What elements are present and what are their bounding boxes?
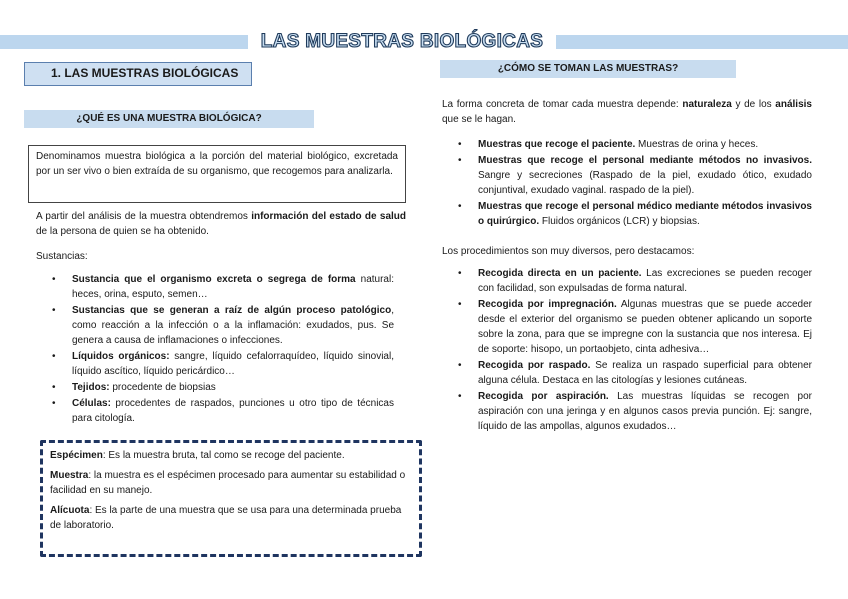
left-intro-paragraph: A partir del análisis de la muestra obtendremos información del estado de salud de la persona de quien se ha obtenido.: [36, 211, 406, 237]
bullet-icon: •: [458, 299, 462, 310]
section-heading: 1. LAS MUESTRAS BIOLÓGICAS: [24, 62, 252, 86]
substance-item: • Tejidos: procedente de biopsias: [52, 382, 216, 393]
procedure-item: • Recogida por impregnación. Algunas muestras que se puede acceder desde el exterior del organismo se pueden obtener aplicando un soporte sobre la zona, para que se impregne con la sustancia que nos interesa. Ej de soporte: hisopo, un portaobjeto, cinta adhesiva…: [458, 299, 812, 355]
substance-item: • Líquidos orgánicos: sangre, líquido cefalorraquídeo, líquido sinovial, líquido ascítico, líquido pericárdico…: [52, 351, 394, 377]
glossary-entry: Muestra: la muestra es el espécimen procesado para aumentar su estabilidad o facilidad en su manejo.: [50, 470, 406, 496]
bullet-icon: •: [52, 305, 56, 316]
bullet-icon: •: [52, 274, 56, 285]
how-to-heading: ¿CÓMO SE TOMAN LAS MUESTRAS?: [440, 60, 736, 78]
bullet-icon: •: [458, 391, 462, 402]
right-intro-paragraph: La forma concreta de tomar cada muestra depende: naturaleza y de los análisis que se le hagan.: [442, 99, 812, 125]
bullet-icon: •: [458, 268, 462, 279]
bullet-icon: •: [52, 351, 56, 362]
procedure-item: • Recogida por aspiración. Las muestras líquidas se recogen por aspiración con una jeringa y en algunos casos previa punción. Ej: sangre, líquido de las ampollas, algunos exudados…: [458, 391, 812, 432]
bullet-icon: •: [52, 382, 56, 393]
substances-list: [52, 272, 394, 427]
glossary-entry: Alícuota: Es la parte de una muestra que se usa para una determinada prueba de laboratorio.: [50, 505, 402, 531]
collection-types-list: [458, 137, 812, 230]
procedures-label: Los procedimientos son muy diversos, pero destacamos:: [442, 246, 695, 257]
collection-type-item: • Muestras que recoge el personal mediante métodos no invasivos. Sangre y secreciones (Raspado de la piel, exudado ótico, exudado conjuntival, exudado vaginal. raspado de la piel).: [458, 155, 812, 196]
substance-item: • Células: procedentes de raspados, punciones u otro tipo de técnicas para citología.: [52, 398, 394, 424]
bullet-icon: •: [458, 360, 462, 371]
bullet-icon: •: [458, 155, 462, 166]
bullet-icon: •: [52, 398, 56, 409]
procedure-item: • Recogida por raspado. Se realiza un raspado superficial para obtener alguna célula. Destaca en las citologías y lesiones cutáneas.: [458, 360, 812, 386]
procedures-list: [458, 266, 812, 435]
title-band-left: [0, 35, 248, 49]
page-title: LAS MUESTRAS BIOLÓGICAS: [260, 31, 544, 52]
title-band-right: [556, 35, 848, 49]
definition-box: Denominamos muestra biológica a la porción del material biológico, excretada por un ser vivo o bien extraída de su organismo, que recogemos para analizarla.: [28, 145, 406, 203]
what-is-heading: ¿QUÉ ES UNA MUESTRA BIOLÓGICA?: [24, 110, 314, 128]
procedure-item: • Recogida directa en un paciente. Las excreciones se pueden recoger con facilidad, son expulsadas de forma natural.: [458, 268, 812, 294]
bullet-icon: •: [458, 201, 462, 212]
glossary-box: [40, 440, 422, 557]
substance-item: • Sustancias que se generan a raíz de algún proceso patológico, como reacción a la infección o a la inflamación: exudados, pus. Se genera a causa de inflamaciones o infecciones.: [52, 305, 394, 346]
bullet-icon: •: [458, 139, 462, 150]
sustancias-label: Sustancias:: [36, 251, 88, 262]
collection-type-item: • Muestras que recoge el personal médico mediante métodos invasivos o quirúrgico. Fluidos orgánicos (LCR) y biopsias.: [458, 201, 812, 227]
substance-item: • Sustancia que el organismo excreta o segrega de forma natural: heces, orina, esputo, semen…: [52, 274, 394, 300]
collection-type-item: • Muestras que recoge el paciente. Muestras de orina y heces.: [458, 139, 759, 150]
glossary-entry: Espécimen: Es la muestra bruta, tal como se recoge del paciente.: [50, 450, 345, 461]
